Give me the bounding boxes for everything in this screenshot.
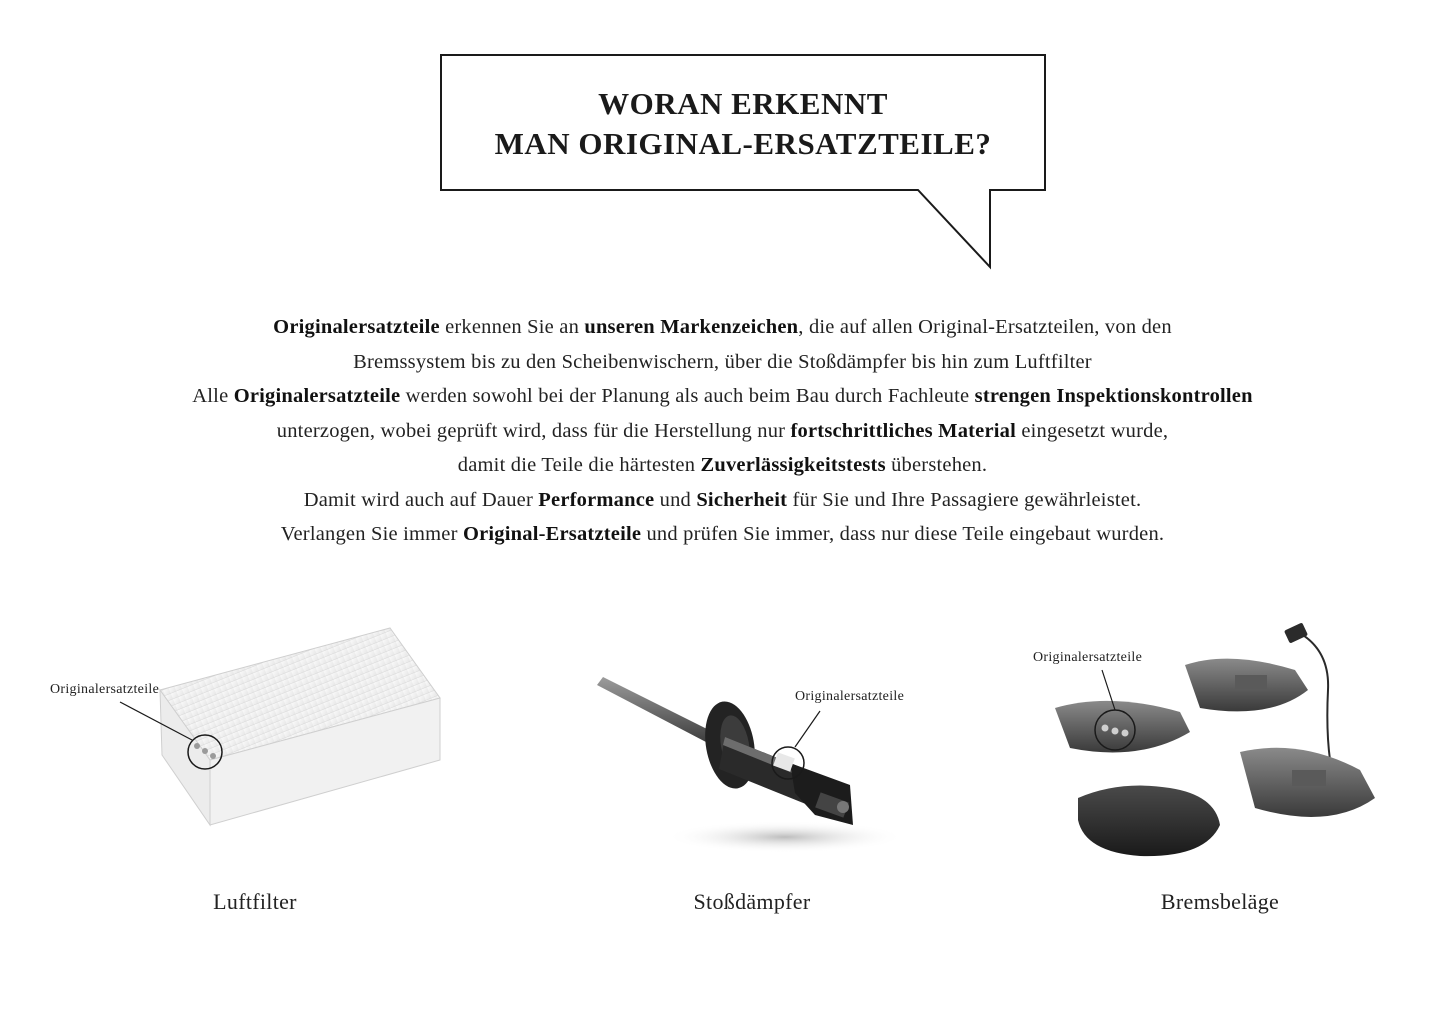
product-brake-pads: [1030, 620, 1410, 870]
paragraph-line: [40, 345, 1405, 380]
paragraph-line: [40, 517, 1405, 552]
body-text: überstehen.: [885, 454, 988, 476]
intro-paragraph: [40, 310, 1405, 552]
shock-absorber-callout: Originalersatzteile: [795, 689, 905, 704]
emphasis-text: fortschrittliches Material: [790, 419, 1017, 442]
brake-pads-callout: Originalersatzteile: [1033, 650, 1143, 665]
brake-pads-caption: Bremsbeläge: [1160, 889, 1280, 914]
title-line-1: WORAN ERKENNT: [598, 86, 888, 121]
air-filter-image: [40, 610, 460, 870]
body-text: und: [654, 488, 697, 511]
body-text: Verlangen Sie immer: [280, 523, 463, 545]
body-text: Alle: [192, 385, 234, 407]
emphasis-text: Sicherheit: [696, 488, 788, 511]
body-text: damit die Teile die härtesten: [457, 454, 701, 476]
air-filter-caption: Luftfilter: [213, 889, 297, 914]
product-air-filter: [40, 610, 460, 870]
body-text: erkennen Sie an: [439, 316, 585, 338]
paragraph-line: [40, 483, 1405, 518]
paragraph-line: [40, 310, 1405, 345]
emphasis-text: strengen Inspektionskontrollen: [974, 385, 1253, 407]
paragraph-line: [40, 379, 1405, 414]
body-text: , die auf allen Original-Ersatzteilen, von den: [798, 316, 1172, 338]
body-text: für Sie und Ihre Passagiere gewährleistet.: [787, 488, 1142, 511]
body-text: unterzogen, wobei geprüft wird, dass für die Herstellung nur: [276, 419, 791, 442]
body-text: und prüfen Sie immer, dass nur diese Teile eingebaut wurden.: [641, 523, 1165, 545]
emphasis-text: Originalersatzteile: [273, 316, 440, 338]
emphasis-text: unseren Markenzeichen: [584, 316, 799, 338]
body-text: werden sowohl bei der Planung als auch beim Bau durch Fachleute: [400, 385, 975, 407]
paragraph-line: [40, 448, 1405, 483]
emphasis-text: Original-Ersatzteile: [462, 523, 642, 545]
body-text: Bremssystem bis zu den Scheibenwischern, über die Stoßdämpfer bis hin zum Luftfilter: [353, 350, 1092, 373]
emphasis-text: Zuverlässigkeitstests: [700, 454, 886, 476]
page-title: [441, 84, 1045, 164]
emphasis-text: Originalersatzteile: [233, 385, 401, 407]
title-line-2: MAN ORIGINAL-ERSATZTEILE?: [494, 126, 992, 161]
body-text: eingesetzt wurde,: [1016, 419, 1169, 442]
body-text: Damit wird auch auf Dauer: [303, 488, 539, 511]
shock-absorber-caption: Stoßdämpfer: [693, 889, 811, 914]
paragraph-line: [40, 414, 1405, 449]
emphasis-text: Performance: [538, 488, 655, 511]
air-filter-callout: Originalersatzteile: [50, 682, 160, 697]
product-shock-absorber: [585, 665, 945, 865]
